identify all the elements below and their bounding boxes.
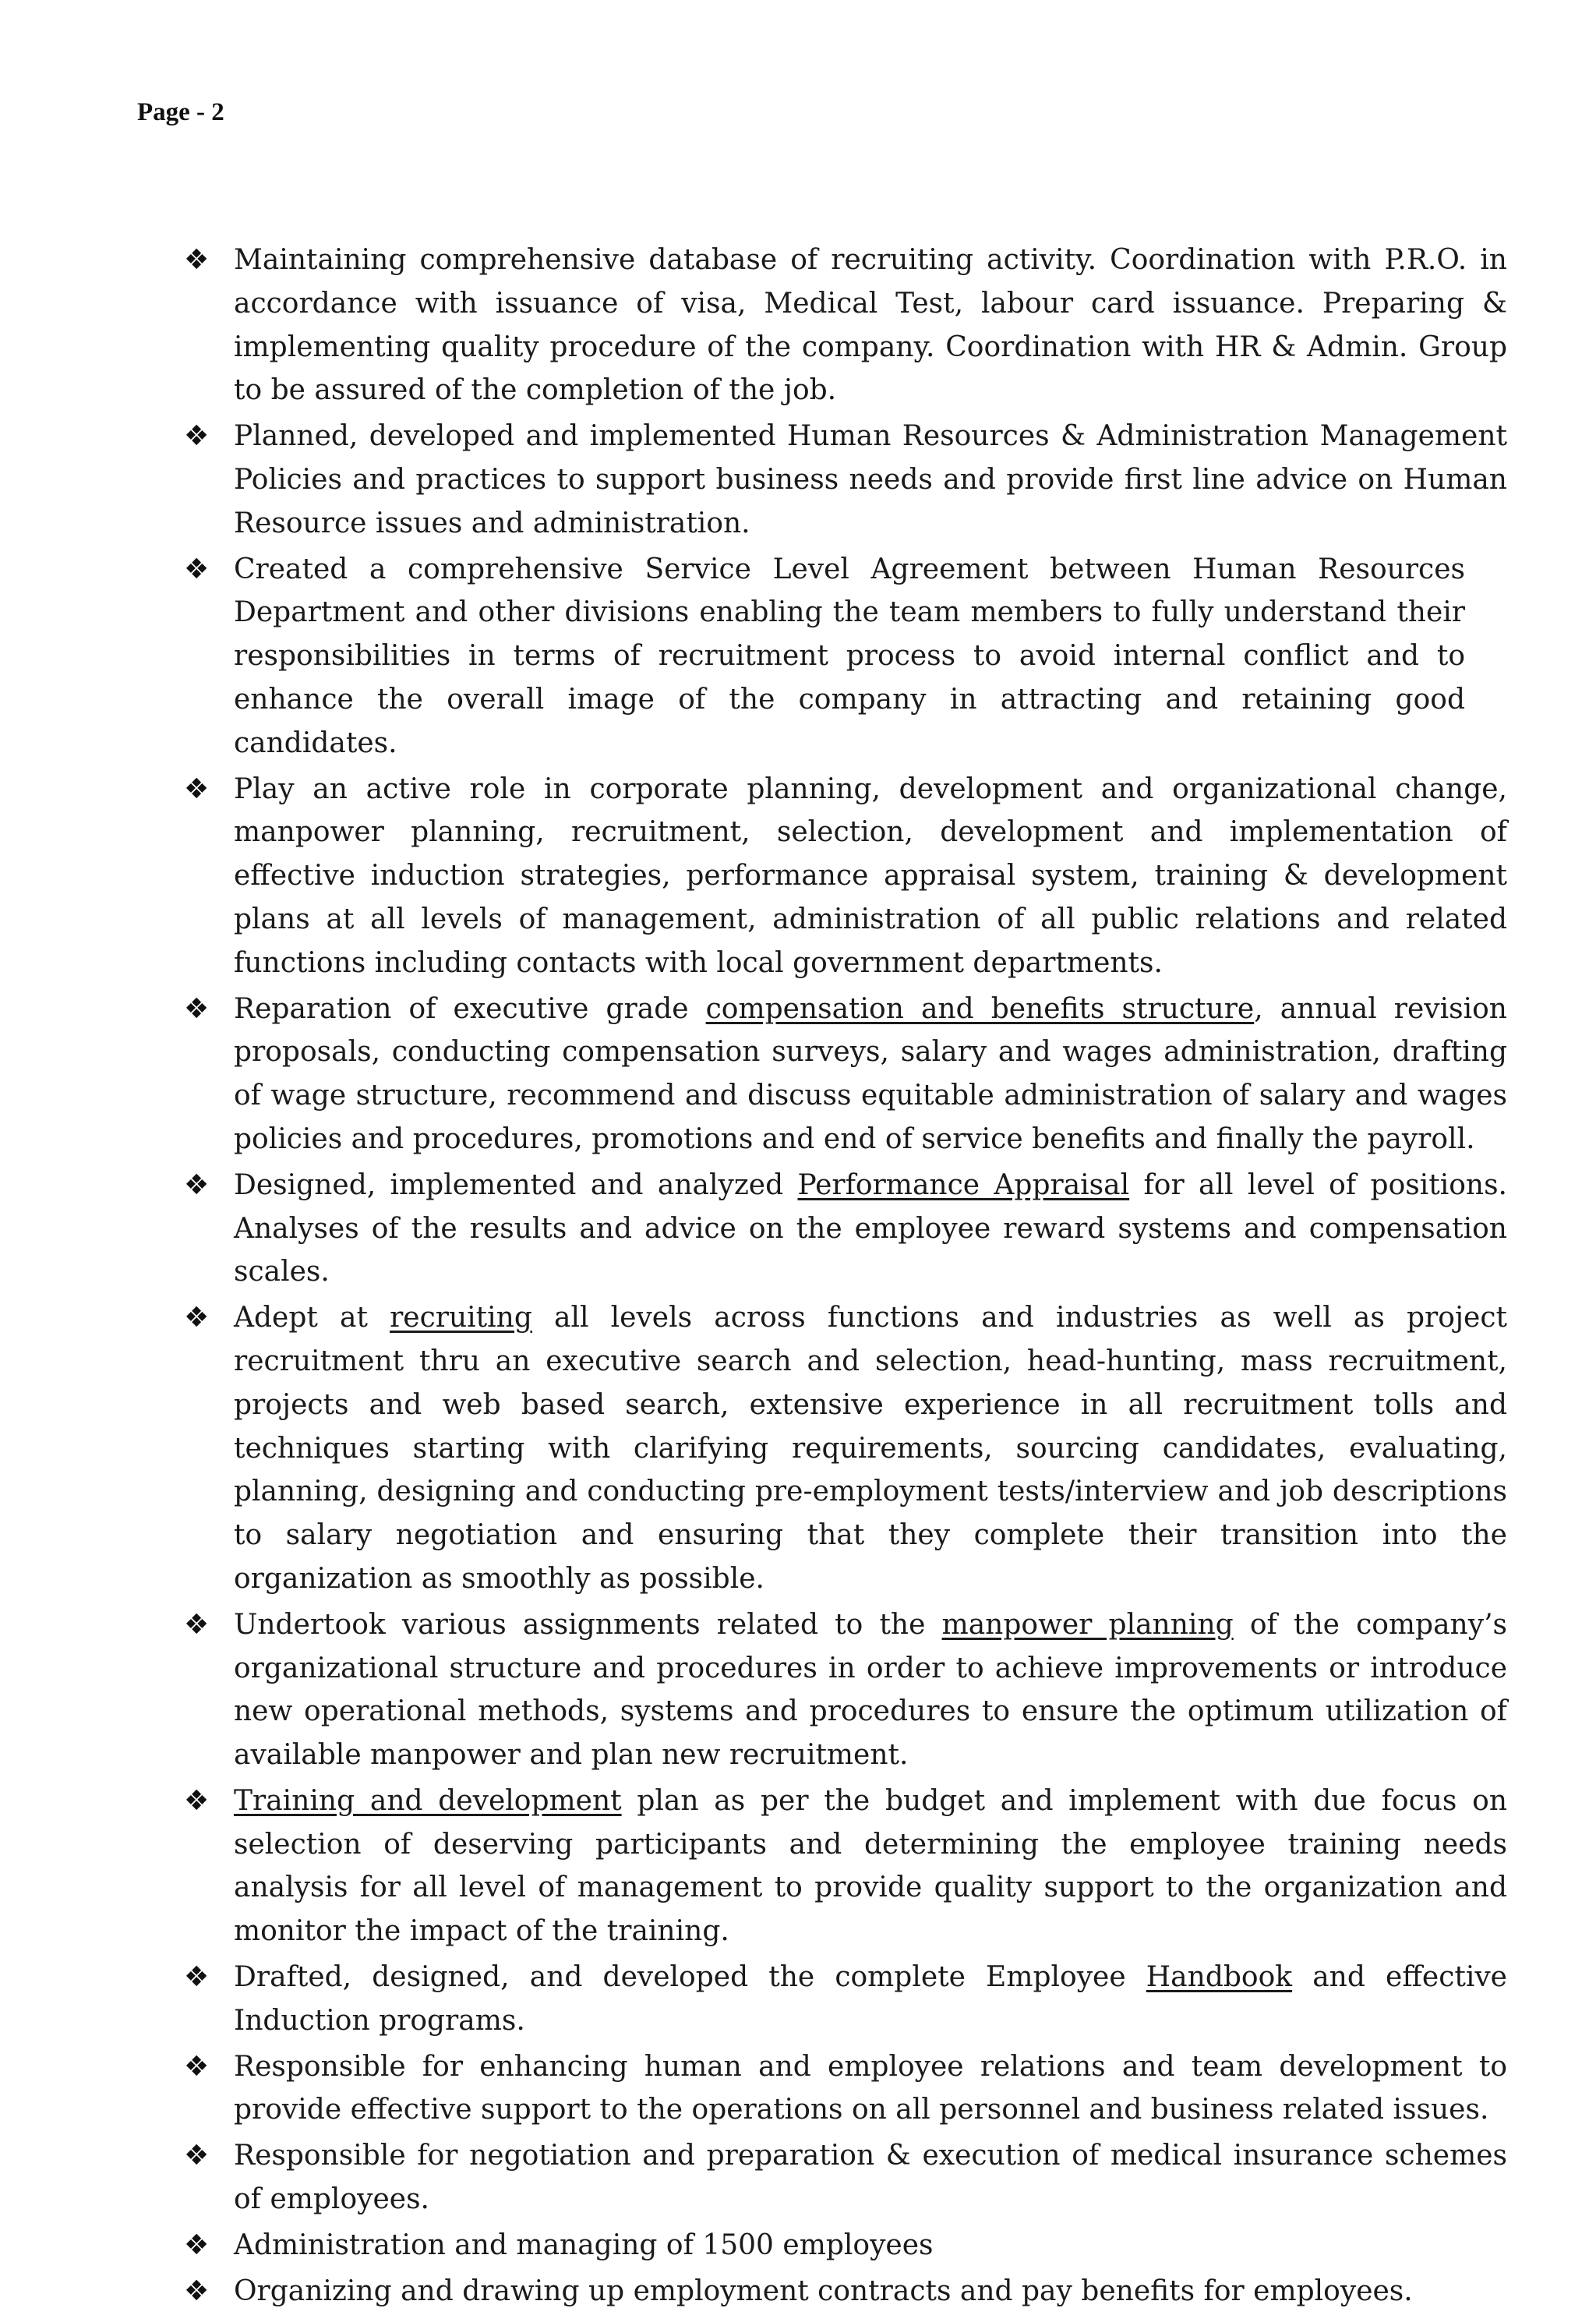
- list-item-text: Administration and managing of 1500 employees: [234, 2228, 934, 2261]
- text-after: all levels across functions and industries as well as project recruitment thru an executive search and selection, head-hunting, mass recruitment, projects and web based search, extensive experience in all recruitment tolls and techniques starting with clarifying requirements, sourcing candidates, evaluating, planning, designing and conducting pre-employment tests/interview and job descriptions to salary negotiation and ensuring that they complete their transition into the organization as smoothly as possible.: [234, 1302, 1507, 1595]
- list-item-text: Responsible for enhancing human and employee relations and team development to provide effective support to the operations on all personnel and business related issues.: [234, 2050, 1507, 2126]
- diamond-bullet-icon: ❖: [184, 2228, 210, 2261]
- underlined-term: Performance Appraisal: [797, 1168, 1130, 1201]
- list-item: [184, 2045, 1507, 2133]
- underlined-term: manpower planning: [941, 1608, 1234, 1641]
- diamond-bullet-icon: ❖: [184, 1784, 210, 1817]
- text-after: plan as per the budget and implement with due focus on selection of deserving participants and determining the employee training needs analysis for all level of management to provide quality support to the organization and monitor the impact of the training.: [234, 1784, 1508, 1948]
- list-item: [184, 1956, 1507, 2043]
- responsibilities-list: [184, 239, 1507, 2315]
- underlined-term: recruiting: [390, 1302, 532, 1334]
- diamond-bullet-icon: ❖: [184, 1168, 210, 1201]
- diamond-bullet-icon: ❖: [184, 244, 210, 276]
- diamond-bullet-icon: ❖: [184, 1608, 210, 1641]
- diamond-bullet-icon: ❖: [184, 992, 210, 1025]
- diamond-bullet-icon: ❖: [184, 1961, 210, 1994]
- list-item: [184, 768, 1507, 985]
- diamond-bullet-icon: ❖: [184, 2274, 210, 2307]
- list-item-text: [234, 1961, 1507, 2037]
- list-item: [184, 239, 1507, 412]
- diamond-bullet-icon: ❖: [184, 2140, 210, 2172]
- diamond-bullet-icon: ❖: [184, 772, 210, 805]
- diamond-bullet-icon: ❖: [184, 2050, 210, 2083]
- list-item: [184, 1780, 1507, 1953]
- list-item-text: Created a comprehensive Service Level Agreement between Human Resources Department and other divisions enabling the team members to fully understand their responsibilities in terms of recruitment process to avoid internal conflict and to enhance the overall image of the company in attracting and retaining good candidates.: [234, 553, 1465, 759]
- text-before: Reparation of executive grade: [234, 992, 706, 1025]
- list-item-text: [234, 1785, 1507, 1947]
- list-item-text: [234, 993, 1507, 1155]
- list-item-text: [234, 1169, 1507, 1288]
- text-after: and effective Induction programs.: [234, 1961, 1507, 2037]
- text-before: Undertook various assignments related to the: [234, 1608, 942, 1641]
- list-item: [184, 548, 1507, 765]
- list-item: [184, 1164, 1507, 1294]
- list-item-text: Play an active role in corporate planning, development and organizational change, manpower planning, recruitment, selection, development and implementation of effective induction strategies, performance appraisal system, training & development plans at all levels of management, administration of all public relations and related functions including contacts with local government departments.: [234, 772, 1507, 979]
- text-before: Adept at: [234, 1302, 390, 1334]
- page-number-label: Page - 2: [137, 98, 224, 126]
- list-item-text: Responsible for negotiation and preparation & execution of medical insurance schemes of employees.: [234, 2140, 1507, 2216]
- diamond-bullet-icon: ❖: [184, 1302, 210, 1334]
- text-before: Designed, implemented and analyzed: [234, 1168, 798, 1201]
- list-item-text: Maintaining comprehensive database of recruiting activity. Coordination with P.R.O. in accordance with issuance of visa, Medical Test, labour card issuance. Preparing & implementing quality procedure of the company. Coordination with HR & Admin. Group to be assured of the completion of the job.: [234, 244, 1507, 407]
- diamond-bullet-icon: ❖: [184, 420, 210, 453]
- list-item: [184, 415, 1507, 545]
- text-after: for all level of positions. Analyses of the results and advice on the employee reward systems and compensation scales.: [234, 1168, 1507, 1288]
- list-item-text: [234, 1609, 1507, 1771]
- list-item: [184, 2224, 1507, 2267]
- list-item-text: Planned, developed and implemented Human Resources & Administration Management Policies and practices to support business needs and provide first line advice on Human Resource issues and administration.: [234, 420, 1507, 539]
- list-item: [184, 1603, 1507, 1777]
- list-item: [184, 1296, 1507, 1601]
- underlined-term: Handbook: [1146, 1961, 1293, 1994]
- list-item-text: [234, 1302, 1507, 1595]
- list-item-text: Organizing and drawing up employment contracts and pay benefits for employees.: [234, 2274, 1413, 2307]
- text-after: , annual revision proposals, conducting compensation surveys, salary and wages administration, drafting of wage structure, recommend and discuss equitable administration of salary and wages policies and procedures, promotions and end of service benefits and finally the payroll.: [234, 992, 1507, 1155]
- list-item: [184, 2134, 1507, 2221]
- diamond-bullet-icon: ❖: [184, 553, 210, 585]
- underlined-term: Training and development: [234, 1784, 622, 1817]
- text-after: of the company’s organizational structure and procedures in order to achieve improvements or introduce new operational methods, systems and procedures to ensure the optimum utilization of available manpower and plan new recruitment.: [234, 1608, 1507, 1772]
- underlined-term: compensation and benefits structure: [705, 992, 1255, 1025]
- list-item: [184, 988, 1507, 1161]
- text-before: Drafted, designed, and developed the complete Employee: [234, 1961, 1146, 1994]
- list-item: [184, 2270, 1507, 2313]
